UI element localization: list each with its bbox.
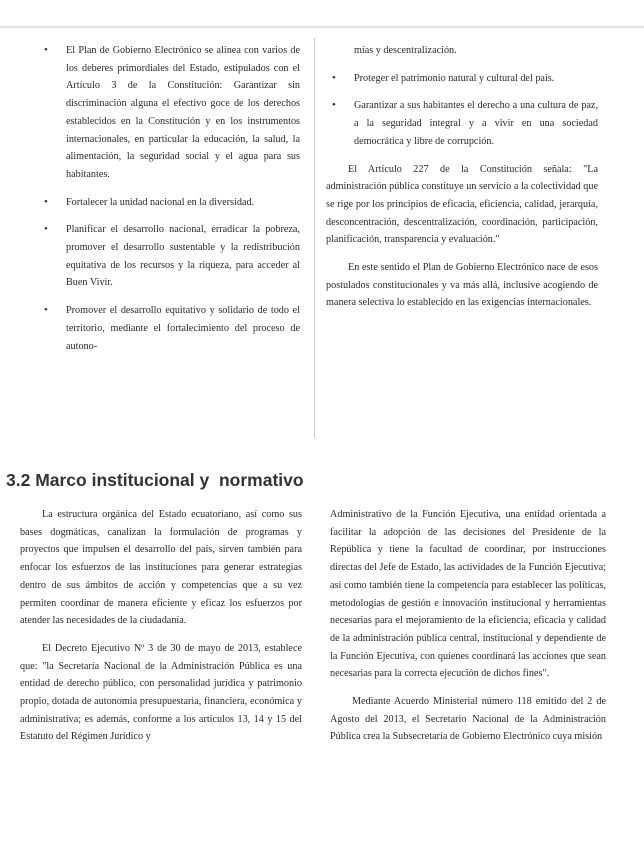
bullet-item: • Promover el desarrollo equitativo y solidario de todo el territorio, mediante el fortalecimiento del proceso de autono-	[38, 302, 300, 355]
paragraph: El Decreto Ejecutivo Nº 3 de 30 de mayo de 2013, establece que: "la Secretaría Nacional de la Administración Pública es una entidad de derecho público, con personalidad jurídica y patrimonio propio, dotada de autonomía presupuestaria, financiera, económica y administrativa; es además, conforme a los artículos 13, 14 y 15 del Estatuto del Régimen Jurídico y	[20, 642, 302, 743]
bullet-item: • Fortalecer la unidad nacional en la diversidad.	[38, 194, 300, 212]
bottom-right-column	[330, 506, 606, 756]
bullet-item: • El Plan de Gobierno Electrónico se alinea con varios de los deberes primordiales del Estado, estipulados con el Artículo 3 de la Constitución: Garantizar sin discriminación alguna el efectivo goce de los derechos establecidos en la Constitución y en los instrumentos internacionales, en particular la educación, la salud, la alimentación, la seguridad social y el agua para sus habitantes.	[38, 42, 300, 184]
paragraph: La estructura orgánica del Estado ecuatoriano, así como sus bases dogmáticas, canalizan la formulación de programas y proyectos que impulsen el desarrollo del país, sirven también para enfocar los esfuerzos de las instituciones para generar estrategias dentro de sus ámbitos de acción y competencias que a su vez permiten coordinar de manera eficiente y eficaz los esfuerzos por atender las necesidades de la ciudadanía.	[20, 509, 302, 627]
top-right-column	[326, 42, 598, 322]
bullet-item: • Planificar el desarrollo nacional, erradicar la pobreza, promover el desarrollo sustentable y la redistribución equitativa de los recursos y la riqueza, para acceder al Buen Vivir.	[38, 221, 300, 292]
bullet-item: • Proteger el patrimonio natural y cultural del país.	[326, 70, 598, 88]
bottom-left-column	[20, 506, 302, 756]
column-divider	[314, 38, 315, 438]
paragraph: Mediante Acuerdo Ministerial número 118 emitido del 2 de Agosto del 2013, el Secretario Nacional de la Administración Pública crea la Subsecretaría de Gobierno Electrónico cuya misión	[330, 696, 606, 743]
paragraph: En este sentido el Plan de Gobierno Electrónico nace de esos postulados constitucionales y va más allá, inclusive acogiendo de manera selectiva lo establecido en las exigencias internacionales.	[326, 262, 598, 309]
paragraph: Administrativo de la Función Ejecutiva, una entidad orientada a facilitar la adopción de las decisiones del Presidente de la República y tiene la facultad de coordinar, por instrucciones directas del Jefe de Estado, las actividades de la Función Ejecutiva; así como también tiene la competencia para establecer las políticas, metodologías de gestión e innovación institucional y herramientas necesarias para el mejoramiento de la eficiencia, eficacia y calidad de la administración pública central, institucional y dependiente de la Función Ejecutiva, con quienes coordinará las acciones que sean necesarias para la correcta ejecución de dichos fines".	[330, 509, 606, 680]
top-left-column	[38, 42, 300, 365]
section-title: 3.2 Marco institucional y normativo	[6, 470, 304, 490]
paragraph: El Artículo 227 de la Constitución señala: "La administración pública constituye un servicio a la colectividad que se rige por los principios de eficacia, eficiencia, calidad, jerarquía, desconcentración, descentralización, coordinación, participación, planificación, transparencia y evaluación."	[326, 163, 598, 246]
bullet-continuation: mías y descentralización.	[354, 45, 457, 56]
page-header-rule	[0, 26, 644, 28]
bullet-list	[38, 42, 300, 355]
bullet-list	[326, 70, 598, 151]
bullet-item: • Garantizar a sus habitantes el derecho a una cultura de paz, a la seguridad integral y a vivir en una sociedad democrática y libre de corrupción.	[326, 97, 598, 150]
